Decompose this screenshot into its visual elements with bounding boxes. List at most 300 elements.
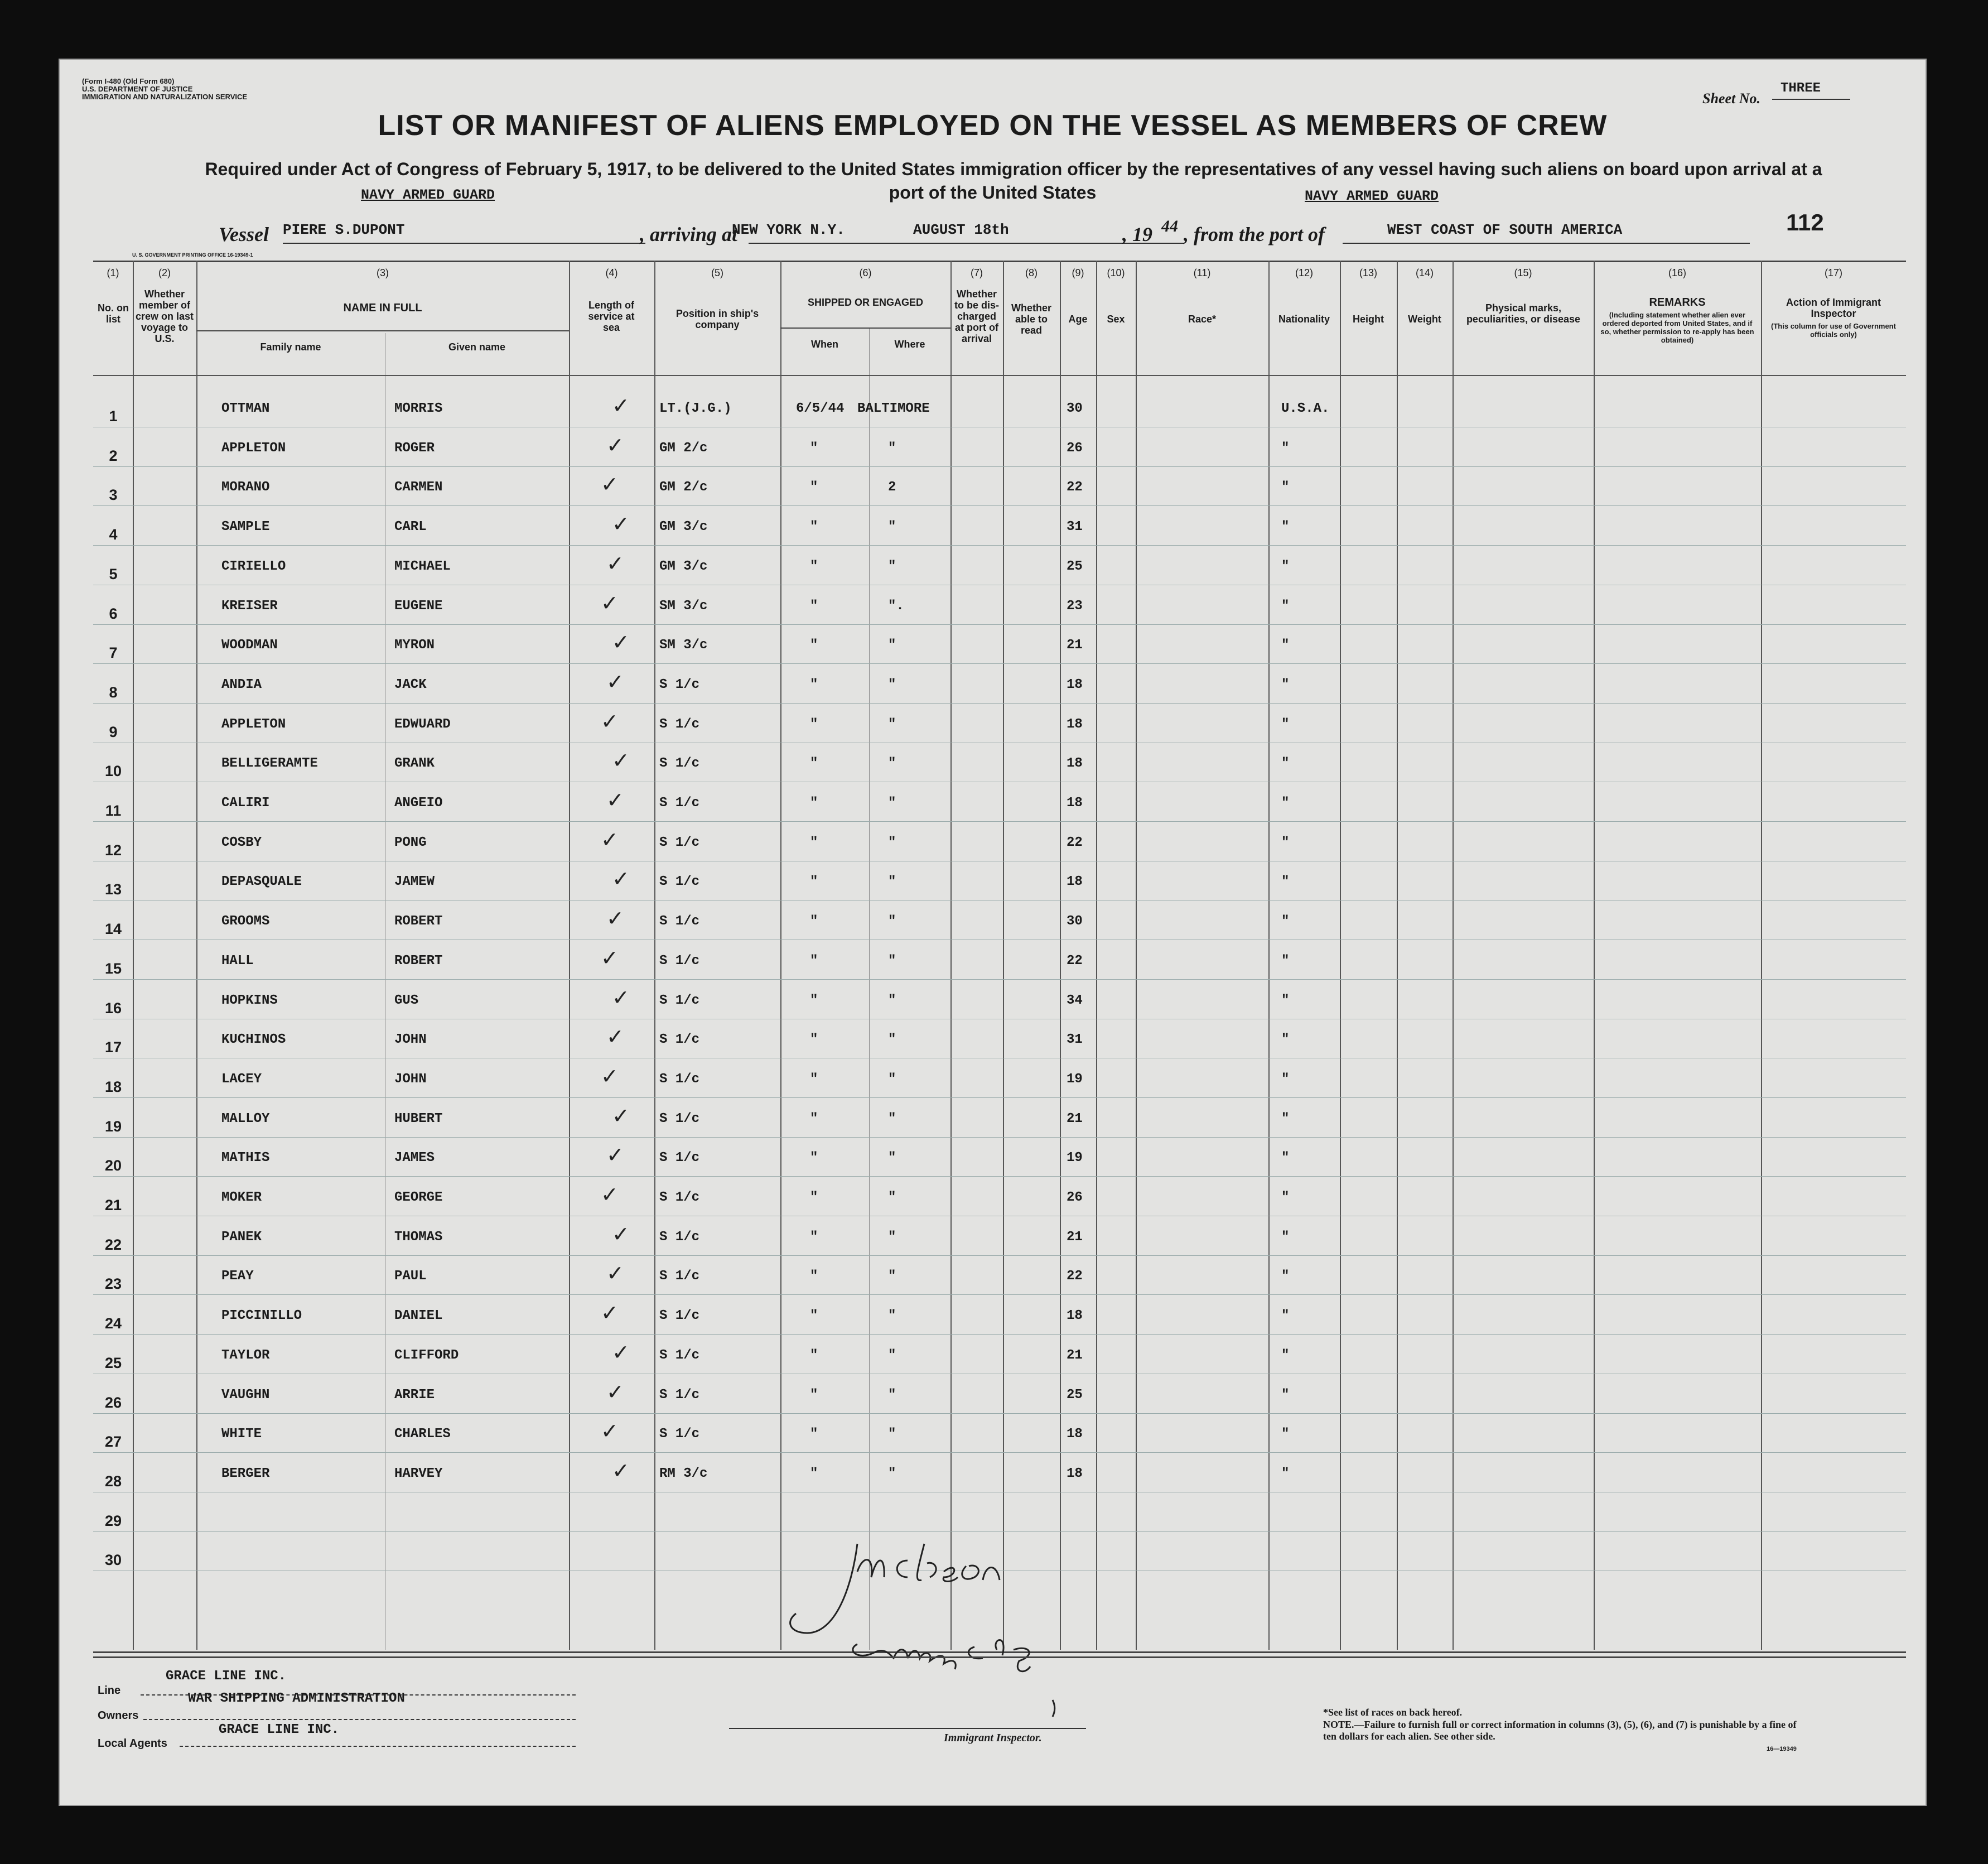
- nationality-cell: U.S.A.: [1281, 401, 1330, 416]
- shipped-when-cell: ": [810, 1032, 818, 1048]
- row-rule: [93, 1452, 1906, 1453]
- shipped-when-cell: 6/5/44: [796, 401, 845, 416]
- row-number: 2: [109, 447, 118, 464]
- service-check-mark: ✓: [606, 669, 624, 694]
- year-prefix: , 19: [1122, 223, 1152, 245]
- given-name-cell: JAMES: [394, 1150, 435, 1166]
- shipped-when-cell: ": [810, 480, 818, 495]
- row-number: 24: [104, 1315, 122, 1332]
- column-number: (14): [1415, 267, 1434, 278]
- position-cell: S 1/c: [659, 1308, 700, 1324]
- row-number: 16: [104, 999, 122, 1017]
- footer: [60, 1656, 1926, 1779]
- position-cell: S 1/c: [659, 993, 700, 1008]
- given-name-cell: JACK: [394, 677, 427, 692]
- age-cell: 18: [1067, 1427, 1083, 1442]
- position-cell: S 1/c: [659, 953, 700, 969]
- nationality-cell: ": [1281, 638, 1290, 653]
- row-rule: [93, 1255, 1906, 1256]
- sheet-number-line: [1772, 99, 1850, 100]
- service-check-mark: ✓: [601, 945, 619, 970]
- column-divider: [1340, 261, 1341, 1650]
- row-number: 14: [104, 921, 122, 938]
- column-number: (1): [107, 267, 119, 278]
- age-cell: 30: [1067, 914, 1083, 929]
- nationality-cell: ": [1281, 1150, 1290, 1166]
- nationality-cell: ": [1281, 519, 1290, 535]
- nationality-cell: ": [1281, 993, 1290, 1008]
- family-name-cell: DEPASQUALE: [221, 874, 302, 890]
- column-divider: [133, 261, 134, 1650]
- shipped-where-cell: ".: [888, 598, 904, 614]
- col-header-inspector-note: (This column for use of Government officials only): [1771, 322, 1896, 339]
- service-check-mark: ✓: [612, 866, 630, 892]
- position-cell: SM 3/c: [659, 598, 708, 614]
- column-number: (3): [377, 267, 389, 278]
- family-name-cell: PICCINILLO: [221, 1308, 302, 1324]
- column-divider: [869, 327, 870, 1650]
- col-header-shipped: SHIPPED OR ENGAGED: [807, 297, 924, 308]
- position-cell: S 1/c: [659, 1229, 700, 1245]
- shipped-where-cell: ": [888, 1190, 896, 1205]
- nationality-cell: ": [1281, 558, 1290, 574]
- given-name-cell: CARL: [394, 519, 427, 535]
- nationality-cell: ": [1281, 598, 1290, 614]
- shipped-when-cell: ": [810, 677, 818, 692]
- service-check-mark: ✓: [606, 1024, 624, 1049]
- age-cell: 18: [1067, 716, 1083, 732]
- row-number: 15: [104, 960, 122, 977]
- position-cell: S 1/c: [659, 756, 700, 772]
- nationality-cell: ": [1281, 756, 1290, 772]
- shipped-where-cell: ": [888, 953, 896, 969]
- shipped-when-cell: ": [810, 914, 818, 929]
- page-title: LIST OR MANIFEST OF ALIENS EMPLOYED ON THE VESSEL AS MEMBERS OF CREW: [378, 109, 1608, 142]
- service-check-mark: ✓: [612, 748, 630, 773]
- shipped-when-cell: ": [810, 874, 818, 890]
- position-cell: S 1/c: [659, 716, 700, 732]
- age-cell: 18: [1067, 796, 1083, 811]
- owners-underline: [143, 1719, 576, 1720]
- nationality-cell: ": [1281, 835, 1290, 850]
- shipped-where-cell: ": [888, 1466, 896, 1481]
- service-check-mark: ✓: [601, 590, 619, 615]
- row-number: 29: [104, 1512, 122, 1529]
- stamp-right: NAVY ARMED GUARD: [1305, 188, 1439, 204]
- family-name-cell: APPLETON: [221, 440, 286, 456]
- service-check-mark: ✓: [606, 432, 624, 457]
- service-check-mark: ✓: [601, 709, 619, 734]
- col-header-when: When: [811, 339, 838, 350]
- row-rule: [93, 505, 1906, 506]
- nationality-cell: ": [1281, 874, 1290, 890]
- row-number: 26: [104, 1394, 122, 1411]
- given-name-cell: ROBERT: [394, 953, 443, 969]
- position-cell: S 1/c: [659, 914, 700, 929]
- family-name-cell: SAMPLE: [221, 519, 270, 535]
- nationality-cell: ": [1281, 1466, 1290, 1481]
- family-name-cell: CALIRI: [221, 796, 270, 811]
- service-check-mark: ✓: [601, 472, 619, 497]
- age-cell: 22: [1067, 835, 1083, 850]
- vessel-label: Vessel: [219, 223, 269, 245]
- nationality-cell: ": [1281, 1308, 1290, 1324]
- family-name-cell: LACEY: [221, 1071, 262, 1087]
- shipped-when-cell: ": [810, 1229, 818, 1245]
- service-check-mark: ✓: [606, 1143, 624, 1168]
- column-divider: [569, 261, 570, 1650]
- name-subheader-line: [196, 330, 569, 331]
- position-cell: SM 3/c: [659, 638, 708, 653]
- service-check-mark: ✓: [612, 630, 630, 655]
- service-check-mark: ✓: [612, 985, 630, 1010]
- row-number: 30: [104, 1552, 122, 1569]
- form-code: 16—19349: [1767, 1746, 1797, 1752]
- row-number: 20: [104, 1157, 122, 1174]
- shipped-where-cell: ": [888, 1071, 896, 1087]
- col-header-inspector: Action of Immigrant Inspector: [1786, 297, 1881, 319]
- column-number: (12): [1295, 267, 1313, 278]
- given-name-cell: MYRON: [394, 638, 435, 653]
- nationality-cell: ": [1281, 953, 1290, 969]
- position-cell: S 1/c: [659, 677, 700, 692]
- shipped-when-cell: ": [810, 598, 818, 614]
- column-divider: [1096, 261, 1097, 1650]
- given-name-cell: ROBERT: [394, 914, 443, 929]
- age-cell: 21: [1067, 1347, 1083, 1363]
- col-header-where: Where: [894, 339, 925, 350]
- position-cell: S 1/c: [659, 1032, 700, 1048]
- family-name-cell: APPLETON: [221, 716, 286, 732]
- age-cell: 21: [1067, 1229, 1083, 1245]
- nationality-cell: ": [1281, 1347, 1290, 1363]
- family-name-cell: ANDIA: [221, 677, 262, 692]
- given-name-cell: JOHN: [394, 1032, 427, 1048]
- shipped-when-cell: ": [810, 1111, 818, 1126]
- shipped-when-cell: ": [810, 1347, 818, 1363]
- position-cell: GM 2/c: [659, 480, 708, 495]
- col-header-crew-last-voyage: Whether member of crew on last voyage to U.S.: [135, 288, 194, 344]
- line-label: Line: [98, 1684, 121, 1697]
- column-divider: [1594, 261, 1595, 1650]
- shipped-where-cell: ": [888, 716, 896, 732]
- age-cell: 19: [1067, 1150, 1083, 1166]
- column-number: (6): [859, 267, 872, 278]
- shipped-where-cell: ": [888, 638, 896, 653]
- column-number: (2): [158, 267, 171, 278]
- position-cell: LT.(J.G.): [659, 401, 732, 416]
- family-name-cell: MOKER: [221, 1190, 262, 1205]
- position-cell: GM 3/c: [659, 519, 708, 535]
- position-cell: S 1/c: [659, 1387, 700, 1403]
- table-frame: [93, 261, 1906, 1653]
- position-cell: GM 3/c: [659, 558, 708, 574]
- given-name-cell: JOHN: [394, 1071, 427, 1087]
- given-name-cell: ARRIE: [394, 1387, 435, 1403]
- row-rule: [93, 1137, 1906, 1138]
- page-number: 112: [1786, 209, 1824, 235]
- age-cell: 30: [1067, 401, 1083, 416]
- shipped-when-cell: ": [810, 1466, 818, 1481]
- family-name-cell: TAYLOR: [221, 1347, 270, 1363]
- column-number: (5): [711, 267, 723, 278]
- given-name-cell: GUS: [394, 993, 419, 1008]
- row-number: 25: [104, 1354, 122, 1371]
- shipped-where-cell: ": [888, 1269, 896, 1284]
- shipped-where-cell: ": [888, 1308, 896, 1324]
- service-check-mark: ✓: [612, 1458, 630, 1483]
- row-number: 4: [109, 526, 118, 543]
- from-label: , from the port of: [1184, 223, 1325, 245]
- row-number: 23: [104, 1275, 122, 1293]
- family-name-cell: OTTMAN: [221, 401, 270, 416]
- age-cell: 18: [1067, 677, 1083, 692]
- row-number: 21: [104, 1197, 122, 1213]
- age-cell: 22: [1067, 953, 1083, 969]
- service-check-mark: ✓: [606, 906, 624, 931]
- family-name-cell: BELLIGERAMTE: [221, 756, 318, 772]
- given-name-cell: CHARLES: [394, 1427, 451, 1442]
- nationality-cell: ": [1281, 440, 1290, 456]
- column-divider: [1060, 261, 1061, 1650]
- shipped-when-cell: ": [810, 1071, 818, 1087]
- row-number: 17: [104, 1039, 122, 1056]
- nationality-cell: ": [1281, 1387, 1290, 1403]
- nationality-cell: ": [1281, 1071, 1290, 1087]
- col-header-sex: Sex: [1107, 314, 1125, 325]
- col-header-weight: Weight: [1408, 314, 1441, 325]
- manifest-sheet: [59, 59, 1927, 1806]
- stamp-left: NAVY ARMED GUARD: [361, 187, 495, 203]
- col-header-nationality: Nationality: [1278, 314, 1330, 325]
- shipped-where-cell: ": [888, 519, 896, 535]
- column-number: (15): [1514, 267, 1532, 278]
- shipped-where-cell: ": [888, 1427, 896, 1442]
- sheet-number: THREE: [1780, 81, 1821, 96]
- given-name-cell: DANIEL: [394, 1308, 443, 1324]
- family-name-cell: MALLOY: [221, 1111, 270, 1126]
- position-cell: S 1/c: [659, 1111, 700, 1126]
- column-divider: [950, 261, 952, 1650]
- col-header-given-name: Given name: [448, 341, 506, 353]
- agents-underline: [180, 1746, 576, 1747]
- column-divider: [1268, 261, 1270, 1650]
- family-name-cell: KREISER: [221, 598, 278, 614]
- form-id-line: (Form I-480 (Old Form 680): [82, 77, 175, 85]
- shipped-when-cell: ": [810, 638, 818, 653]
- shipped-where-cell: ": [888, 1229, 896, 1245]
- position-cell: S 1/c: [659, 1427, 700, 1442]
- year-suffix: 44: [1161, 217, 1178, 235]
- service-check-mark: ✓: [606, 1261, 624, 1286]
- owners-value: WAR SHIPPING ADMINISTRATION: [188, 1691, 405, 1706]
- nationality-cell: ": [1281, 914, 1290, 929]
- given-name-cell: PONG: [394, 835, 427, 850]
- age-cell: 25: [1067, 558, 1083, 574]
- service-check-mark: ✓: [601, 827, 619, 852]
- shipped-where-cell: ": [888, 677, 896, 692]
- shipped-when-cell: ": [810, 796, 818, 811]
- row-number: 8: [109, 683, 118, 701]
- row-number: 3: [109, 487, 118, 504]
- column-number: (10): [1107, 267, 1125, 278]
- shipped-where-cell: 2: [888, 480, 896, 495]
- row-number: 9: [109, 723, 118, 740]
- row-rule: [93, 1413, 1906, 1414]
- given-name-cell: EDWUARD: [394, 716, 451, 732]
- shipped-when-cell: ": [810, 756, 818, 772]
- row-number: 27: [104, 1433, 122, 1451]
- shipped-where-cell: ": [888, 756, 896, 772]
- shipped-where-cell: ": [888, 1032, 896, 1048]
- column-number: (4): [605, 267, 618, 278]
- given-name-cell: HUBERT: [394, 1111, 443, 1126]
- age-cell: 22: [1067, 480, 1083, 495]
- nationality-cell: ": [1281, 1111, 1290, 1126]
- owners-label: Owners: [98, 1709, 139, 1722]
- col-header-family-name: Family name: [260, 341, 321, 353]
- family-name-cell: CIRIELLO: [221, 558, 286, 574]
- inspector-signature-line: [729, 1728, 1086, 1729]
- shipped-when-cell: ": [810, 716, 818, 732]
- shipped-when-cell: ": [810, 1308, 818, 1324]
- given-name-cell: THOMAS: [394, 1229, 443, 1245]
- row-rule: [93, 663, 1906, 664]
- shipped-when-cell: ": [810, 440, 818, 456]
- row-number: 7: [109, 644, 118, 662]
- column-number: (16): [1668, 267, 1686, 278]
- shipped-where-cell: ": [888, 993, 896, 1008]
- family-name-cell: BERGER: [221, 1466, 270, 1481]
- arrival-date: AUGUST 18th: [913, 221, 1009, 238]
- inspector-label: Immigrant Inspector.: [944, 1732, 1042, 1744]
- shipped-subheader-line: [780, 327, 950, 329]
- row-rule: [93, 979, 1906, 980]
- column-divider: [1136, 261, 1137, 1650]
- shipped-when-cell: ": [810, 953, 818, 969]
- position-cell: S 1/c: [659, 1071, 700, 1087]
- family-name-cell: HALL: [221, 953, 254, 969]
- given-name-cell: PAUL: [394, 1269, 427, 1284]
- given-name-cell: CARMEN: [394, 480, 443, 495]
- row-rule: [93, 545, 1906, 546]
- column-divider: [1003, 261, 1004, 1650]
- position-cell: RM 3/c: [659, 1466, 708, 1481]
- col-header-race: Race*: [1188, 314, 1217, 325]
- shipped-when-cell: ": [810, 993, 818, 1008]
- nationality-cell: ": [1281, 1032, 1290, 1048]
- service-check-mark: ✓: [612, 1221, 630, 1246]
- row-rule: [93, 703, 1906, 704]
- given-name-cell: MICHAEL: [394, 558, 451, 574]
- row-rule: [93, 1097, 1906, 1098]
- shipped-when-cell: ": [810, 519, 818, 535]
- arriving-line: [749, 243, 1184, 244]
- age-cell: 31: [1067, 519, 1083, 535]
- position-cell: S 1/c: [659, 1150, 700, 1166]
- shipped-when-cell: ": [810, 1190, 818, 1205]
- port-line: port of the United States: [889, 182, 1097, 203]
- row-number: 28: [104, 1472, 122, 1490]
- given-name-cell: JAMEW: [394, 874, 435, 890]
- column-number: (17): [1824, 267, 1842, 278]
- row-number: 13: [104, 881, 122, 898]
- vessel-name: PIERE S.DUPONT: [283, 221, 405, 238]
- position-cell: S 1/c: [659, 1190, 700, 1205]
- row-number: 19: [104, 1118, 122, 1135]
- row-rule: [93, 1294, 1906, 1295]
- shipped-where-cell: ": [888, 835, 896, 850]
- column-number: (7): [971, 267, 983, 278]
- age-cell: 34: [1067, 993, 1083, 1008]
- footer-top-rule: [93, 1656, 1906, 1658]
- given-name-cell: ANGEIO: [394, 796, 443, 811]
- note-races: *See list of races on back hereof.: [1323, 1707, 1463, 1718]
- note-text: NOTE.—Failure to furnish full or correct information in columns (3), (5), (6), and (7) is punishable by a fine of ten dollars for each alien. See other side.: [1323, 1719, 1797, 1742]
- shipped-where-cell: ": [888, 874, 896, 890]
- shipped-where-cell: ": [888, 1150, 896, 1166]
- form-id-line: U.S. DEPARTMENT OF JUSTICE: [82, 85, 193, 93]
- column-number: (11): [1193, 267, 1211, 278]
- given-name-cell: EUGENE: [394, 598, 443, 614]
- agents-label: Local Agents: [98, 1737, 167, 1750]
- row-number: 22: [104, 1236, 122, 1253]
- column-divider: [654, 261, 655, 1650]
- family-name-cell: WHITE: [221, 1427, 262, 1442]
- row-number: 1: [109, 408, 118, 425]
- service-check-mark: ✓: [606, 551, 624, 576]
- service-check-mark: ✓: [601, 1419, 619, 1444]
- shipped-when-cell: ": [810, 835, 818, 850]
- age-cell: 23: [1067, 598, 1083, 614]
- column-divider: [1761, 261, 1762, 1650]
- row-number: 12: [104, 841, 122, 859]
- row-rule: [93, 466, 1906, 467]
- from-port-line: [1343, 243, 1750, 244]
- family-name-cell: WOODMAN: [221, 638, 278, 653]
- subtitle: Required under Act of Congress of February 5, 1917, to be delivered to the United States immigration officer by the representatives of any vessel having such aliens on board upon arrival at a: [205, 159, 1822, 179]
- position-cell: S 1/c: [659, 835, 700, 850]
- shipped-when-cell: ": [810, 1427, 818, 1442]
- nationality-cell: ": [1281, 677, 1290, 692]
- shipped-where-cell: ": [888, 440, 896, 456]
- given-name-cell: HARVEY: [394, 1466, 443, 1481]
- nationality-cell: ": [1281, 1229, 1290, 1245]
- family-name-cell: COSBY: [221, 835, 262, 850]
- column-divider: [1453, 261, 1454, 1650]
- service-check-mark: ✓: [612, 393, 630, 418]
- form-id-line: IMMIGRATION AND NATURALIZATION SERVICE: [82, 93, 248, 101]
- given-name-cell: MORRIS: [394, 401, 443, 416]
- vessel-line: [283, 243, 645, 244]
- age-cell: 18: [1067, 874, 1083, 890]
- family-name-cell: GROOMS: [221, 914, 270, 929]
- nationality-cell: ": [1281, 1269, 1290, 1284]
- row-rule: [93, 1176, 1906, 1177]
- column-divider: [1397, 261, 1398, 1650]
- column-number: (9): [1072, 267, 1084, 278]
- header-bottom-line: [93, 375, 1906, 376]
- nationality-cell: ": [1281, 1190, 1290, 1205]
- sheet-label: Sheet No.: [1702, 90, 1760, 107]
- family-name-cell: PEAY: [221, 1269, 254, 1284]
- col-header-length-service: Length of service at sea: [588, 300, 635, 333]
- row-rule: [93, 1334, 1906, 1335]
- position-cell: S 1/c: [659, 1347, 700, 1363]
- age-cell: 25: [1067, 1387, 1083, 1403]
- age-cell: 31: [1067, 1032, 1083, 1048]
- row-number: 18: [104, 1078, 122, 1095]
